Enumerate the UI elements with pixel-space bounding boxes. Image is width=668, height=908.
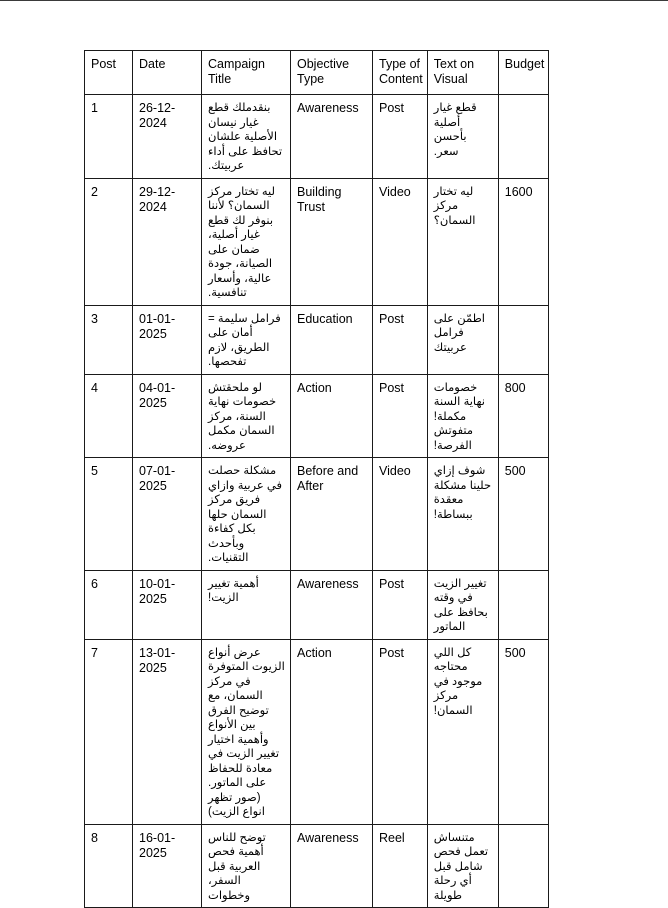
table-row: [85, 824, 549, 908]
text-on-visual-cell: تغيير الزيت في وقته بحافظ على الماتور: [427, 570, 498, 639]
objective-type-cell: Awareness: [291, 570, 373, 639]
header-text-on-visual: Text on Visual: [427, 51, 498, 95]
objective-type-cell: Building Trust: [291, 178, 373, 305]
objective-type-cell: Action: [291, 374, 373, 458]
date-cell: 01-01-2025: [133, 305, 202, 374]
budget-cell: [498, 824, 549, 908]
table-row: [85, 95, 549, 179]
campaign-title-cell: توضح للناس أهمية فحص العربية قبل السفر، وخطوات: [202, 824, 291, 908]
table-row: [85, 639, 549, 824]
content-type-cell: Reel: [373, 824, 428, 908]
objective-type-cell: Education: [291, 305, 373, 374]
table-row: [85, 458, 549, 571]
content-type-cell: Post: [373, 374, 428, 458]
text-on-visual-cell: قطع غيار أصلية بأحسن سعر.: [427, 95, 498, 179]
text-on-visual-cell: متنساش تعمل فحص شامل قبل أي رحلة طويلة: [427, 824, 498, 908]
table-row: [85, 570, 549, 639]
campaign-title-cell: فرامل سليمة = أمان على الطريق، لازم تفحصها.: [202, 305, 291, 374]
post-number-cell: 8: [85, 824, 133, 908]
budget-cell: 500: [498, 458, 549, 571]
campaign-title-cell: بنقدملك قطع غيار نيسان الأصلية علشان تحافظ على أداء عربيتك.: [202, 95, 291, 179]
date-cell: 16-01-2025: [133, 824, 202, 908]
post-number-cell: 5: [85, 458, 133, 571]
header-budget: Budget: [498, 51, 549, 95]
post-number-cell: 6: [85, 570, 133, 639]
content-type-cell: Video: [373, 458, 428, 571]
text-on-visual-cell: كل اللي محتاجه موجود في مركز السمان!: [427, 639, 498, 824]
text-on-visual-cell: خصومات نهاية السنة مكملة! متفوتش الفرصة!: [427, 374, 498, 458]
text-on-visual-cell: ليه تختار مركز السمان؟: [427, 178, 498, 305]
objective-type-cell: Action: [291, 639, 373, 824]
header-campaign-title: Campaign Title: [202, 51, 291, 95]
date-cell: 26-12-2024: [133, 95, 202, 179]
campaign-title-cell: أهمية تغيير الزيت!: [202, 570, 291, 639]
campaign-plan-table: [84, 50, 549, 908]
table-row: [85, 178, 549, 305]
post-number-cell: 4: [85, 374, 133, 458]
table-row: [85, 305, 549, 374]
post-number-cell: 3: [85, 305, 133, 374]
post-number-cell: 1: [85, 95, 133, 179]
header-row: [85, 51, 549, 95]
date-cell: 29-12-2024: [133, 178, 202, 305]
table-row: [85, 374, 549, 458]
objective-type-cell: Awareness: [291, 95, 373, 179]
header-post: Post: [85, 51, 133, 95]
campaign-title-cell: عرض أنواع الزيوت المتوفرة في مركز السمان، مع توضيح الفرق بين الأنواع وأهمية اختيار تغيير الزيت في معادة للحفاظ على الماتور.(صور تظهر انواع الزيت): [202, 639, 291, 824]
date-cell: 10-01-2025: [133, 570, 202, 639]
content-type-cell: Post: [373, 570, 428, 639]
budget-cell: [498, 305, 549, 374]
header-objective-type: Objective Type: [291, 51, 373, 95]
objective-type-cell: Before and After: [291, 458, 373, 571]
objective-type-cell: Awareness: [291, 824, 373, 908]
content-type-cell: Post: [373, 95, 428, 179]
text-on-visual-cell: شوف إزاي حلينا مشكلة معقدة ببساطة!: [427, 458, 498, 571]
page-top-border: [0, 0, 668, 1]
date-cell: 04-01-2025: [133, 374, 202, 458]
content-type-cell: Post: [373, 639, 428, 824]
campaign-title-cell: لو ملحقتش خصومات نهاية السنة، مركز السمان مكمل عروضه.: [202, 374, 291, 458]
budget-cell: 1600: [498, 178, 549, 305]
campaign-title-cell: ليه تختار مركز السمان؟ لأننا بنوفر لك قطع غيار أصلية، ضمان على الصيانة، جودة عالية، وأسعار تنافسية.: [202, 178, 291, 305]
budget-cell: 500: [498, 639, 549, 824]
text-on-visual-cell: اطمّن على فرامل عربيتك: [427, 305, 498, 374]
budget-cell: 800: [498, 374, 549, 458]
budget-cell: [498, 570, 549, 639]
content-type-cell: Video: [373, 178, 428, 305]
budget-cell: [498, 95, 549, 179]
header-type-of-content: Type of Content: [373, 51, 428, 95]
post-number-cell: 2: [85, 178, 133, 305]
campaign-title-cell: مشكلة حصلت في عربية وازاي فريق مركز السمان حلها بكل كفاءة وبأحدث التقنيات.: [202, 458, 291, 571]
date-cell: 07-01-2025: [133, 458, 202, 571]
header-date: Date: [133, 51, 202, 95]
post-number-cell: 7: [85, 639, 133, 824]
date-cell: 13-01-2025: [133, 639, 202, 824]
content-type-cell: Post: [373, 305, 428, 374]
